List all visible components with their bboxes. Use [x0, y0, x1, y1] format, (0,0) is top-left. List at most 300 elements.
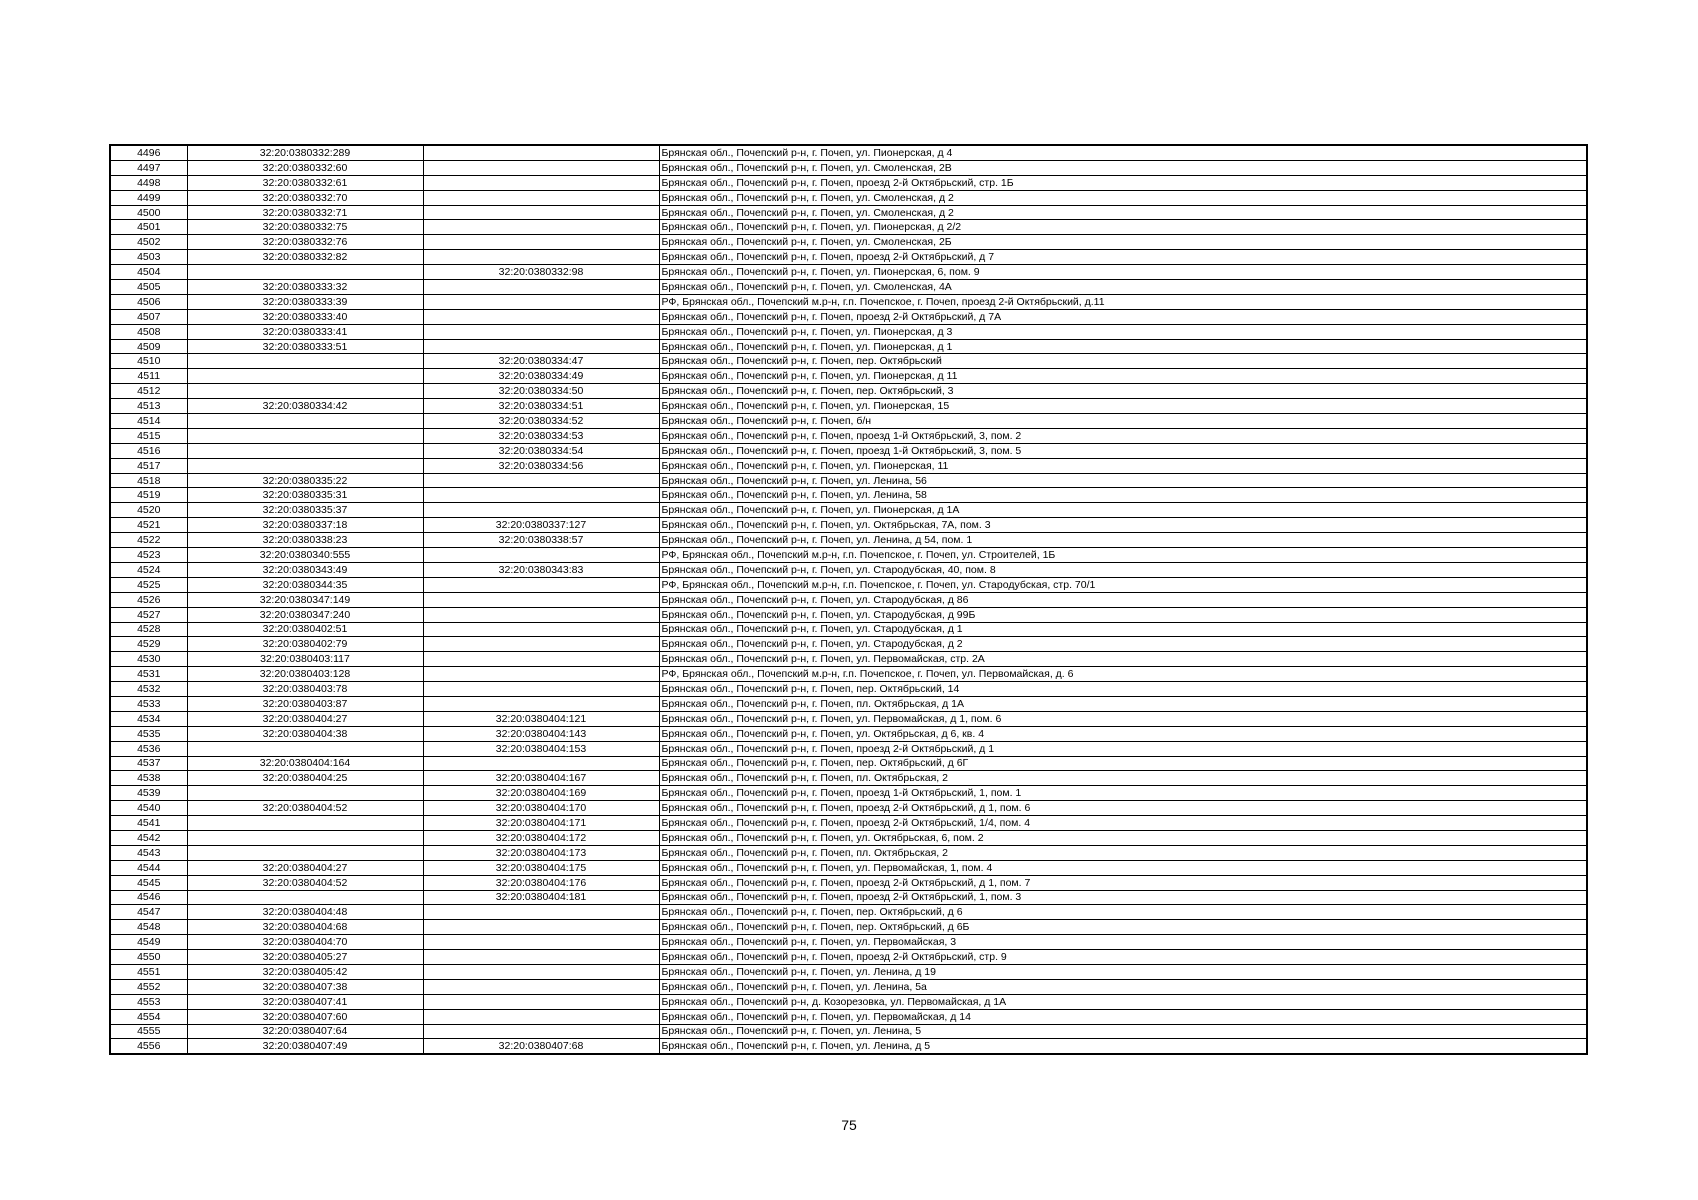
land-cadastral-number-cell: 32:20:0380347:149 [187, 592, 423, 607]
object-cadastral-number-cell: 32:20:0380404:170 [423, 801, 659, 816]
table-row [110, 845, 1587, 860]
row-number-cell: 4508 [110, 324, 187, 339]
object-cadastral-number-cell: 32:20:0380334:50 [423, 384, 659, 399]
address-cell: Брянская обл., Почепский р-н, г. Почеп, ул. Стародубская, д 86 [659, 592, 1587, 607]
object-cadastral-number-cell [423, 577, 659, 592]
land-cadastral-number-cell: 32:20:0380403:128 [187, 667, 423, 682]
row-number-cell: 4537 [110, 756, 187, 771]
row-number-cell: 4499 [110, 190, 187, 205]
address-cell: РФ, Брянская обл., Почепский м.р-н, г.п. Почепское, г. Почеп, ул. Стародубская, стр. 70/1 [659, 577, 1587, 592]
row-number-cell: 4505 [110, 280, 187, 295]
land-cadastral-number-cell: 32:20:0380405:27 [187, 950, 423, 965]
object-cadastral-number-cell: 32:20:0380332:98 [423, 265, 659, 280]
address-cell: Брянская обл., Почепский р-н, г. Почеп, ул. Пионерская, д 11 [659, 369, 1587, 384]
object-cadastral-number-cell: 32:20:0380404:167 [423, 771, 659, 786]
object-cadastral-number-cell: 32:20:0380343:83 [423, 562, 659, 577]
table-row [110, 786, 1587, 801]
land-cadastral-number-cell: 32:20:0380403:117 [187, 652, 423, 667]
row-number-cell: 4536 [110, 741, 187, 756]
address-cell: Брянская обл., Почепский р-н, г. Почеп, ул. Ленина, д 5 [659, 1039, 1587, 1054]
table-row [110, 548, 1587, 563]
object-cadastral-number-cell [423, 145, 659, 160]
table-row [110, 726, 1587, 741]
table-row [110, 577, 1587, 592]
table-row [110, 235, 1587, 250]
land-cadastral-number-cell: 32:20:0380407:41 [187, 994, 423, 1009]
land-cadastral-number-cell [187, 845, 423, 860]
object-cadastral-number-cell: 32:20:0380404:181 [423, 890, 659, 905]
object-cadastral-number-cell: 32:20:0380334:53 [423, 428, 659, 443]
address-cell: РФ, Брянская обл., Почепский м.р-н, г.п. Почепское, г. Почеп, ул. Первомайская, д. 6 [659, 667, 1587, 682]
object-cadastral-number-cell [423, 667, 659, 682]
address-cell: Брянская обл., Почепский р-н, г. Почеп, ул. Стародубская, 40, пом. 8 [659, 562, 1587, 577]
table-row [110, 384, 1587, 399]
address-cell: Брянская обл., Почепский р-н, г. Почеп, ул. Смоленская, 2В [659, 160, 1587, 175]
row-number-cell: 4539 [110, 786, 187, 801]
table-row [110, 890, 1587, 905]
row-number-cell: 4501 [110, 220, 187, 235]
land-cadastral-number-cell: 32:20:0380403:87 [187, 696, 423, 711]
row-number-cell: 4553 [110, 994, 187, 1009]
table-row [110, 816, 1587, 831]
land-cadastral-number-cell: 32:20:0380332:61 [187, 175, 423, 190]
row-number-cell: 4538 [110, 771, 187, 786]
row-number-cell: 4517 [110, 458, 187, 473]
table-row [110, 175, 1587, 190]
table-row [110, 637, 1587, 652]
row-number-cell: 4522 [110, 533, 187, 548]
land-cadastral-number-cell: 32:20:0380343:49 [187, 562, 423, 577]
table-row [110, 950, 1587, 965]
table-row [110, 428, 1587, 443]
object-cadastral-number-cell: 32:20:0380404:171 [423, 816, 659, 831]
row-number-cell: 4534 [110, 711, 187, 726]
address-cell: Брянская обл., Почепский р-н, г. Почеп, ул. Ленина, 5 [659, 1024, 1587, 1039]
object-cadastral-number-cell [423, 488, 659, 503]
address-cell: Брянская обл., Почепский р-н, г. Почеп, ул. Смоленская, 2Б [659, 235, 1587, 250]
address-cell: Брянская обл., Почепский р-н, г. Почеп, ул. Стародубская, д 99Б [659, 607, 1587, 622]
land-cadastral-number-cell: 32:20:0380335:22 [187, 473, 423, 488]
row-number-cell: 4547 [110, 905, 187, 920]
address-cell: Брянская обл., Почепский р-н, г. Почеп, проезд 2-й Октябрьский, д 7А [659, 309, 1587, 324]
table-row [110, 265, 1587, 280]
row-number-cell: 4530 [110, 652, 187, 667]
address-cell: Брянская обл., Почепский р-н, г. Почеп, пер. Октябрьский [659, 354, 1587, 369]
object-cadastral-number-cell [423, 1009, 659, 1024]
object-cadastral-number-cell [423, 607, 659, 622]
row-number-cell: 4551 [110, 964, 187, 979]
address-cell: Брянская обл., Почепский р-н, г. Почеп, ул. Пионерская, д 1 [659, 339, 1587, 354]
object-cadastral-number-cell: 32:20:0380334:47 [423, 354, 659, 369]
address-cell: Брянская обл., Почепский р-н, г. Почеп, ул. Стародубская, д 1 [659, 622, 1587, 637]
row-number-cell: 4503 [110, 250, 187, 265]
row-number-cell: 4552 [110, 979, 187, 994]
object-cadastral-number-cell [423, 160, 659, 175]
table-row [110, 220, 1587, 235]
land-cadastral-number-cell: 32:20:0380404:25 [187, 771, 423, 786]
table-row [110, 1039, 1587, 1054]
row-number-cell: 4518 [110, 473, 187, 488]
object-cadastral-number-cell: 32:20:0380404:173 [423, 845, 659, 860]
row-number-cell: 4496 [110, 145, 187, 160]
land-cadastral-number-cell [187, 428, 423, 443]
table-row [110, 711, 1587, 726]
row-number-cell: 4532 [110, 682, 187, 697]
land-cadastral-number-cell: 32:20:0380344:35 [187, 577, 423, 592]
address-cell: Брянская обл., Почепский р-н, г. Почеп, ул. Пионерская, д 1А [659, 503, 1587, 518]
object-cadastral-number-cell [423, 473, 659, 488]
object-cadastral-number-cell: 32:20:0380334:54 [423, 443, 659, 458]
address-cell: Брянская обл., Почепский р-н, г. Почеп, проезд 1-й Октябрьский, 3, пом. 2 [659, 428, 1587, 443]
object-cadastral-number-cell [423, 682, 659, 697]
table-row [110, 875, 1587, 890]
address-cell: Брянская обл., Почепский р-н, г. Почеп, проезд 1-й Октябрьский, 1, пом. 1 [659, 786, 1587, 801]
table-row [110, 309, 1587, 324]
object-cadastral-number-cell [423, 1024, 659, 1039]
object-cadastral-number-cell: 32:20:0380404:172 [423, 830, 659, 845]
table-row [110, 771, 1587, 786]
table-row [110, 339, 1587, 354]
land-cadastral-number-cell: 32:20:0380332:289 [187, 145, 423, 160]
table-row [110, 964, 1587, 979]
row-number-cell: 4531 [110, 667, 187, 682]
address-cell: Брянская обл., Почепский р-н, д. Козорезовка, ул. Первомайская, д 1А [659, 994, 1587, 1009]
row-number-cell: 4513 [110, 399, 187, 414]
row-number-cell: 4543 [110, 845, 187, 860]
table-row [110, 756, 1587, 771]
table-row [110, 1024, 1587, 1039]
object-cadastral-number-cell [423, 339, 659, 354]
object-cadastral-number-cell [423, 964, 659, 979]
object-cadastral-number-cell [423, 756, 659, 771]
object-cadastral-number-cell [423, 175, 659, 190]
land-cadastral-number-cell: 32:20:0380333:32 [187, 280, 423, 295]
address-cell: Брянская обл., Почепский р-н, г. Почеп, проезд 2-й Октябрьский, стр. 9 [659, 950, 1587, 965]
land-cadastral-number-cell: 32:20:0380404:52 [187, 875, 423, 890]
table-row [110, 607, 1587, 622]
table-row [110, 250, 1587, 265]
address-cell: Брянская обл., Почепский р-н, г. Почеп, б/н [659, 414, 1587, 429]
land-cadastral-number-cell: 32:20:0380402:79 [187, 637, 423, 652]
table-row [110, 622, 1587, 637]
row-number-cell: 4527 [110, 607, 187, 622]
row-number-cell: 4550 [110, 950, 187, 965]
land-cadastral-number-cell: 32:20:0380332:71 [187, 205, 423, 220]
address-cell: РФ, Брянская обл., Почепский м.р-н, г.п. Почепское, г. Почеп, ул. Строителей, 1Б [659, 548, 1587, 563]
address-cell: Брянская обл., Почепский р-н, г. Почеп, ул. Первомайская, д 1, пом. 6 [659, 711, 1587, 726]
land-cadastral-number-cell: 32:20:0380333:39 [187, 294, 423, 309]
table-row [110, 369, 1587, 384]
object-cadastral-number-cell: 32:20:0380407:68 [423, 1039, 659, 1054]
row-number-cell: 4507 [110, 309, 187, 324]
address-cell: Брянская обл., Почепский р-н, г. Почеп, пер. Октябрьский, д 6Б [659, 920, 1587, 935]
object-cadastral-number-cell: 32:20:0380404:121 [423, 711, 659, 726]
row-number-cell: 4533 [110, 696, 187, 711]
row-number-cell: 4528 [110, 622, 187, 637]
row-number-cell: 4541 [110, 816, 187, 831]
row-number-cell: 4555 [110, 1024, 187, 1039]
row-number-cell: 4504 [110, 265, 187, 280]
table-row [110, 801, 1587, 816]
land-cadastral-number-cell: 32:20:0380332:70 [187, 190, 423, 205]
land-cadastral-number-cell: 32:20:0380404:27 [187, 711, 423, 726]
table-row [110, 503, 1587, 518]
row-number-cell: 4526 [110, 592, 187, 607]
object-cadastral-number-cell: 32:20:0380334:51 [423, 399, 659, 414]
land-cadastral-number-cell: 32:20:0380404:164 [187, 756, 423, 771]
address-cell: Брянская обл., Почепский р-н, г. Почеп, пл. Октябрьская, д 1А [659, 696, 1587, 711]
address-cell: Брянская обл., Почепский р-н, г. Почеп, ул. Смоленская, д 2 [659, 205, 1587, 220]
land-cadastral-number-cell: 32:20:0380407:49 [187, 1039, 423, 1054]
table-row [110, 696, 1587, 711]
row-number-cell: 4540 [110, 801, 187, 816]
land-cadastral-number-cell: 32:20:0380404:52 [187, 801, 423, 816]
object-cadastral-number-cell: 32:20:0380404:153 [423, 741, 659, 756]
object-cadastral-number-cell: 32:20:0380334:56 [423, 458, 659, 473]
address-cell: Брянская обл., Почепский р-н, г. Почеп, ул. Смоленская, 4А [659, 280, 1587, 295]
table-row [110, 860, 1587, 875]
land-cadastral-number-cell: 32:20:0380404:68 [187, 920, 423, 935]
object-cadastral-number-cell: 32:20:0380404:175 [423, 860, 659, 875]
land-cadastral-number-cell [187, 265, 423, 280]
table-row [110, 518, 1587, 533]
land-cadastral-number-cell: 32:20:0380334:42 [187, 399, 423, 414]
row-number-cell: 4514 [110, 414, 187, 429]
cadastral-table-body [110, 145, 1587, 1054]
row-number-cell: 4542 [110, 830, 187, 845]
table-row [110, 994, 1587, 1009]
address-cell: Брянская обл., Почепский р-н, г. Почеп, пер. Октябрьский, д 6Г [659, 756, 1587, 771]
row-number-cell: 4512 [110, 384, 187, 399]
address-cell: Брянская обл., Почепский р-н, г. Почеп, ул. Ленина, д 54, пом. 1 [659, 533, 1587, 548]
object-cadastral-number-cell [423, 979, 659, 994]
object-cadastral-number-cell [423, 592, 659, 607]
land-cadastral-number-cell [187, 816, 423, 831]
row-number-cell: 4511 [110, 369, 187, 384]
object-cadastral-number-cell [423, 280, 659, 295]
address-cell: Брянская обл., Почепский р-н, г. Почеп, проезд 2-й Октябрьский, д 1, пом. 6 [659, 801, 1587, 816]
table-row [110, 830, 1587, 845]
row-number-cell: 4498 [110, 175, 187, 190]
land-cadastral-number-cell: 32:20:0380335:31 [187, 488, 423, 503]
table-row [110, 280, 1587, 295]
address-cell: Брянская обл., Почепский р-н, г. Почеп, ул. Ленина, 58 [659, 488, 1587, 503]
address-cell: Брянская обл., Почепский р-н, г. Почеп, ул. Пионерская, 11 [659, 458, 1587, 473]
object-cadastral-number-cell [423, 309, 659, 324]
address-cell: Брянская обл., Почепский р-н, г. Почеп, ул. Ленина, 56 [659, 473, 1587, 488]
land-cadastral-number-cell [187, 741, 423, 756]
row-number-cell: 4500 [110, 205, 187, 220]
land-cadastral-number-cell: 32:20:0380332:82 [187, 250, 423, 265]
land-cadastral-number-cell [187, 786, 423, 801]
address-cell: Брянская обл., Почепский р-н, г. Почеп, ул. Ленина, 5а [659, 979, 1587, 994]
address-cell: Брянская обл., Почепский р-н, г. Почеп, пл. Октябрьская, 2 [659, 845, 1587, 860]
address-cell: Брянская обл., Почепский р-н, г. Почеп, ул. Пионерская, 15 [659, 399, 1587, 414]
address-cell: Брянская обл., Почепский р-н, г. Почеп, ул. Первомайская, 1, пом. 4 [659, 860, 1587, 875]
object-cadastral-number-cell [423, 205, 659, 220]
table-row [110, 354, 1587, 369]
address-cell: Брянская обл., Почепский р-н, г. Почеп, проезд 2-й Октябрьский, 1/4, пом. 4 [659, 816, 1587, 831]
cadastral-table [109, 144, 1588, 1055]
address-cell: Брянская обл., Почепский р-н, г. Почеп, пер. Октябрьский, 3 [659, 384, 1587, 399]
address-cell: Брянская обл., Почепский р-н, г. Почеп, ул. Смоленская, д 2 [659, 190, 1587, 205]
table-row [110, 473, 1587, 488]
row-number-cell: 4497 [110, 160, 187, 175]
object-cadastral-number-cell: 32:20:0380404:176 [423, 875, 659, 890]
address-cell: Брянская обл., Почепский р-н, г. Почеп, ул. Ленина, д 19 [659, 964, 1587, 979]
object-cadastral-number-cell [423, 294, 659, 309]
table-row [110, 667, 1587, 682]
table-row [110, 399, 1587, 414]
page-number: 75 [841, 1117, 857, 1133]
row-number-cell: 4554 [110, 1009, 187, 1024]
land-cadastral-number-cell: 32:20:0380407:64 [187, 1024, 423, 1039]
address-cell: Брянская обл., Почепский р-н, г. Почеп, проезд 2-й Октябрьский, д 1 [659, 741, 1587, 756]
land-cadastral-number-cell [187, 354, 423, 369]
row-number-cell: 4535 [110, 726, 187, 741]
row-number-cell: 4515 [110, 428, 187, 443]
land-cadastral-number-cell [187, 443, 423, 458]
object-cadastral-number-cell [423, 652, 659, 667]
row-number-cell: 4502 [110, 235, 187, 250]
row-number-cell: 4521 [110, 518, 187, 533]
address-cell: РФ, Брянская обл., Почепский м.р-н, г.п. Почепское, г. Почеп, проезд 2-й Октябрьский, д.11 [659, 294, 1587, 309]
land-cadastral-number-cell: 32:20:0380403:78 [187, 682, 423, 697]
table-row [110, 488, 1587, 503]
land-cadastral-number-cell: 32:20:0380407:60 [187, 1009, 423, 1024]
table-row [110, 458, 1587, 473]
row-number-cell: 4548 [110, 920, 187, 935]
land-cadastral-number-cell: 32:20:0380405:42 [187, 964, 423, 979]
row-number-cell: 4523 [110, 548, 187, 563]
table-row [110, 935, 1587, 950]
land-cadastral-number-cell: 32:20:0380407:38 [187, 979, 423, 994]
object-cadastral-number-cell: 32:20:0380404:143 [423, 726, 659, 741]
table-row [110, 205, 1587, 220]
table-row [110, 324, 1587, 339]
land-cadastral-number-cell: 32:20:0380333:51 [187, 339, 423, 354]
object-cadastral-number-cell [423, 250, 659, 265]
table-row [110, 920, 1587, 935]
land-cadastral-number-cell [187, 890, 423, 905]
land-cadastral-number-cell: 32:20:0380402:51 [187, 622, 423, 637]
row-number-cell: 4524 [110, 562, 187, 577]
address-cell: Брянская обл., Почепский р-н, г. Почеп, ул. Пионерская, д 2/2 [659, 220, 1587, 235]
table-row [110, 414, 1587, 429]
object-cadastral-number-cell [423, 994, 659, 1009]
object-cadastral-number-cell: 32:20:0380338:57 [423, 533, 659, 548]
land-cadastral-number-cell: 32:20:0380404:70 [187, 935, 423, 950]
address-cell: Брянская обл., Почепский р-н, г. Почеп, пер. Октябрьский, 14 [659, 682, 1587, 697]
object-cadastral-number-cell [423, 622, 659, 637]
object-cadastral-number-cell [423, 905, 659, 920]
address-cell: Брянская обл., Почепский р-н, г. Почеп, ул. Октябрьская, 6, пом. 2 [659, 830, 1587, 845]
address-cell: Брянская обл., Почепский р-н, г. Почеп, ул. Октябрьская, д 6, кв. 4 [659, 726, 1587, 741]
row-number-cell: 4506 [110, 294, 187, 309]
land-cadastral-number-cell [187, 369, 423, 384]
address-cell: Брянская обл., Почепский р-н, г. Почеп, ул. Стародубская, д 2 [659, 637, 1587, 652]
row-number-cell: 4544 [110, 860, 187, 875]
address-cell: Брянская обл., Почепский р-н, г. Почеп, ул. Пионерская, д 3 [659, 324, 1587, 339]
land-cadastral-number-cell: 32:20:0380338:23 [187, 533, 423, 548]
object-cadastral-number-cell [423, 637, 659, 652]
land-cadastral-number-cell [187, 458, 423, 473]
table-row [110, 1009, 1587, 1024]
land-cadastral-number-cell: 32:20:0380333:41 [187, 324, 423, 339]
land-cadastral-number-cell: 32:20:0380335:37 [187, 503, 423, 518]
row-number-cell: 4545 [110, 875, 187, 890]
address-cell: Брянская обл., Почепский р-н, г. Почеп, пл. Октябрьская, 2 [659, 771, 1587, 786]
table-row [110, 905, 1587, 920]
address-cell: Брянская обл., Почепский р-н, г. Почеп, ул. Пионерская, д 4 [659, 145, 1587, 160]
object-cadastral-number-cell [423, 503, 659, 518]
address-cell: Брянская обл., Почепский р-н, г. Почеп, ул. Первомайская, стр. 2А [659, 652, 1587, 667]
land-cadastral-number-cell: 32:20:0380333:40 [187, 309, 423, 324]
address-cell: Брянская обл., Почепский р-н, г. Почеп, проезд 1-й Октябрьский, 3, пом. 5 [659, 443, 1587, 458]
object-cadastral-number-cell [423, 324, 659, 339]
object-cadastral-number-cell [423, 220, 659, 235]
table-row [110, 979, 1587, 994]
table-row [110, 682, 1587, 697]
object-cadastral-number-cell: 32:20:0380337:127 [423, 518, 659, 533]
table-row [110, 294, 1587, 309]
row-number-cell: 4519 [110, 488, 187, 503]
address-cell: Брянская обл., Почепский р-н, г. Почеп, проезд 2-й Октябрьский, д 7 [659, 250, 1587, 265]
land-cadastral-number-cell: 32:20:0380332:60 [187, 160, 423, 175]
table-row [110, 160, 1587, 175]
table-row [110, 533, 1587, 548]
object-cadastral-number-cell: 32:20:0380334:49 [423, 369, 659, 384]
object-cadastral-number-cell: 32:20:0380404:169 [423, 786, 659, 801]
address-cell: Брянская обл., Почепский р-н, г. Почеп, ул. Октябрьская, 7А, пом. 3 [659, 518, 1587, 533]
object-cadastral-number-cell [423, 548, 659, 563]
land-cadastral-number-cell [187, 384, 423, 399]
address-cell: Брянская обл., Почепский р-н, г. Почеп, проезд 2-й Октябрьский, д 1, пом. 7 [659, 875, 1587, 890]
land-cadastral-number-cell: 32:20:0380404:27 [187, 860, 423, 875]
object-cadastral-number-cell: 32:20:0380334:52 [423, 414, 659, 429]
object-cadastral-number-cell [423, 935, 659, 950]
table-row [110, 562, 1587, 577]
row-number-cell: 4520 [110, 503, 187, 518]
land-cadastral-number-cell: 32:20:0380404:38 [187, 726, 423, 741]
table-row [110, 145, 1587, 160]
row-number-cell: 4549 [110, 935, 187, 950]
address-cell: Брянская обл., Почепский р-н, г. Почеп, проезд 2-й Октябрьский, 1, пом. 3 [659, 890, 1587, 905]
table-row [110, 190, 1587, 205]
row-number-cell: 4516 [110, 443, 187, 458]
object-cadastral-number-cell [423, 235, 659, 250]
table-row [110, 652, 1587, 667]
object-cadastral-number-cell [423, 950, 659, 965]
table-row [110, 592, 1587, 607]
land-cadastral-number-cell: 32:20:0380340:555 [187, 548, 423, 563]
row-number-cell: 4556 [110, 1039, 187, 1054]
address-cell: Брянская обл., Почепский р-н, г. Почеп, ул. Первомайская, 3 [659, 935, 1587, 950]
address-cell: Брянская обл., Почепский р-н, г. Почеп, ул. Первомайская, д 14 [659, 1009, 1587, 1024]
address-cell: Брянская обл., Почепский р-н, г. Почеп, проезд 2-й Октябрьский, стр. 1Б [659, 175, 1587, 190]
row-number-cell: 4510 [110, 354, 187, 369]
row-number-cell: 4509 [110, 339, 187, 354]
land-cadastral-number-cell: 32:20:0380332:75 [187, 220, 423, 235]
land-cadastral-number-cell [187, 830, 423, 845]
table-row [110, 741, 1587, 756]
land-cadastral-number-cell: 32:20:0380347:240 [187, 607, 423, 622]
land-cadastral-number-cell: 32:20:0380337:18 [187, 518, 423, 533]
row-number-cell: 4529 [110, 637, 187, 652]
row-number-cell: 4525 [110, 577, 187, 592]
object-cadastral-number-cell [423, 190, 659, 205]
address-cell: Брянская обл., Почепский р-н, г. Почеп, пер. Октябрьский, д 6 [659, 905, 1587, 920]
